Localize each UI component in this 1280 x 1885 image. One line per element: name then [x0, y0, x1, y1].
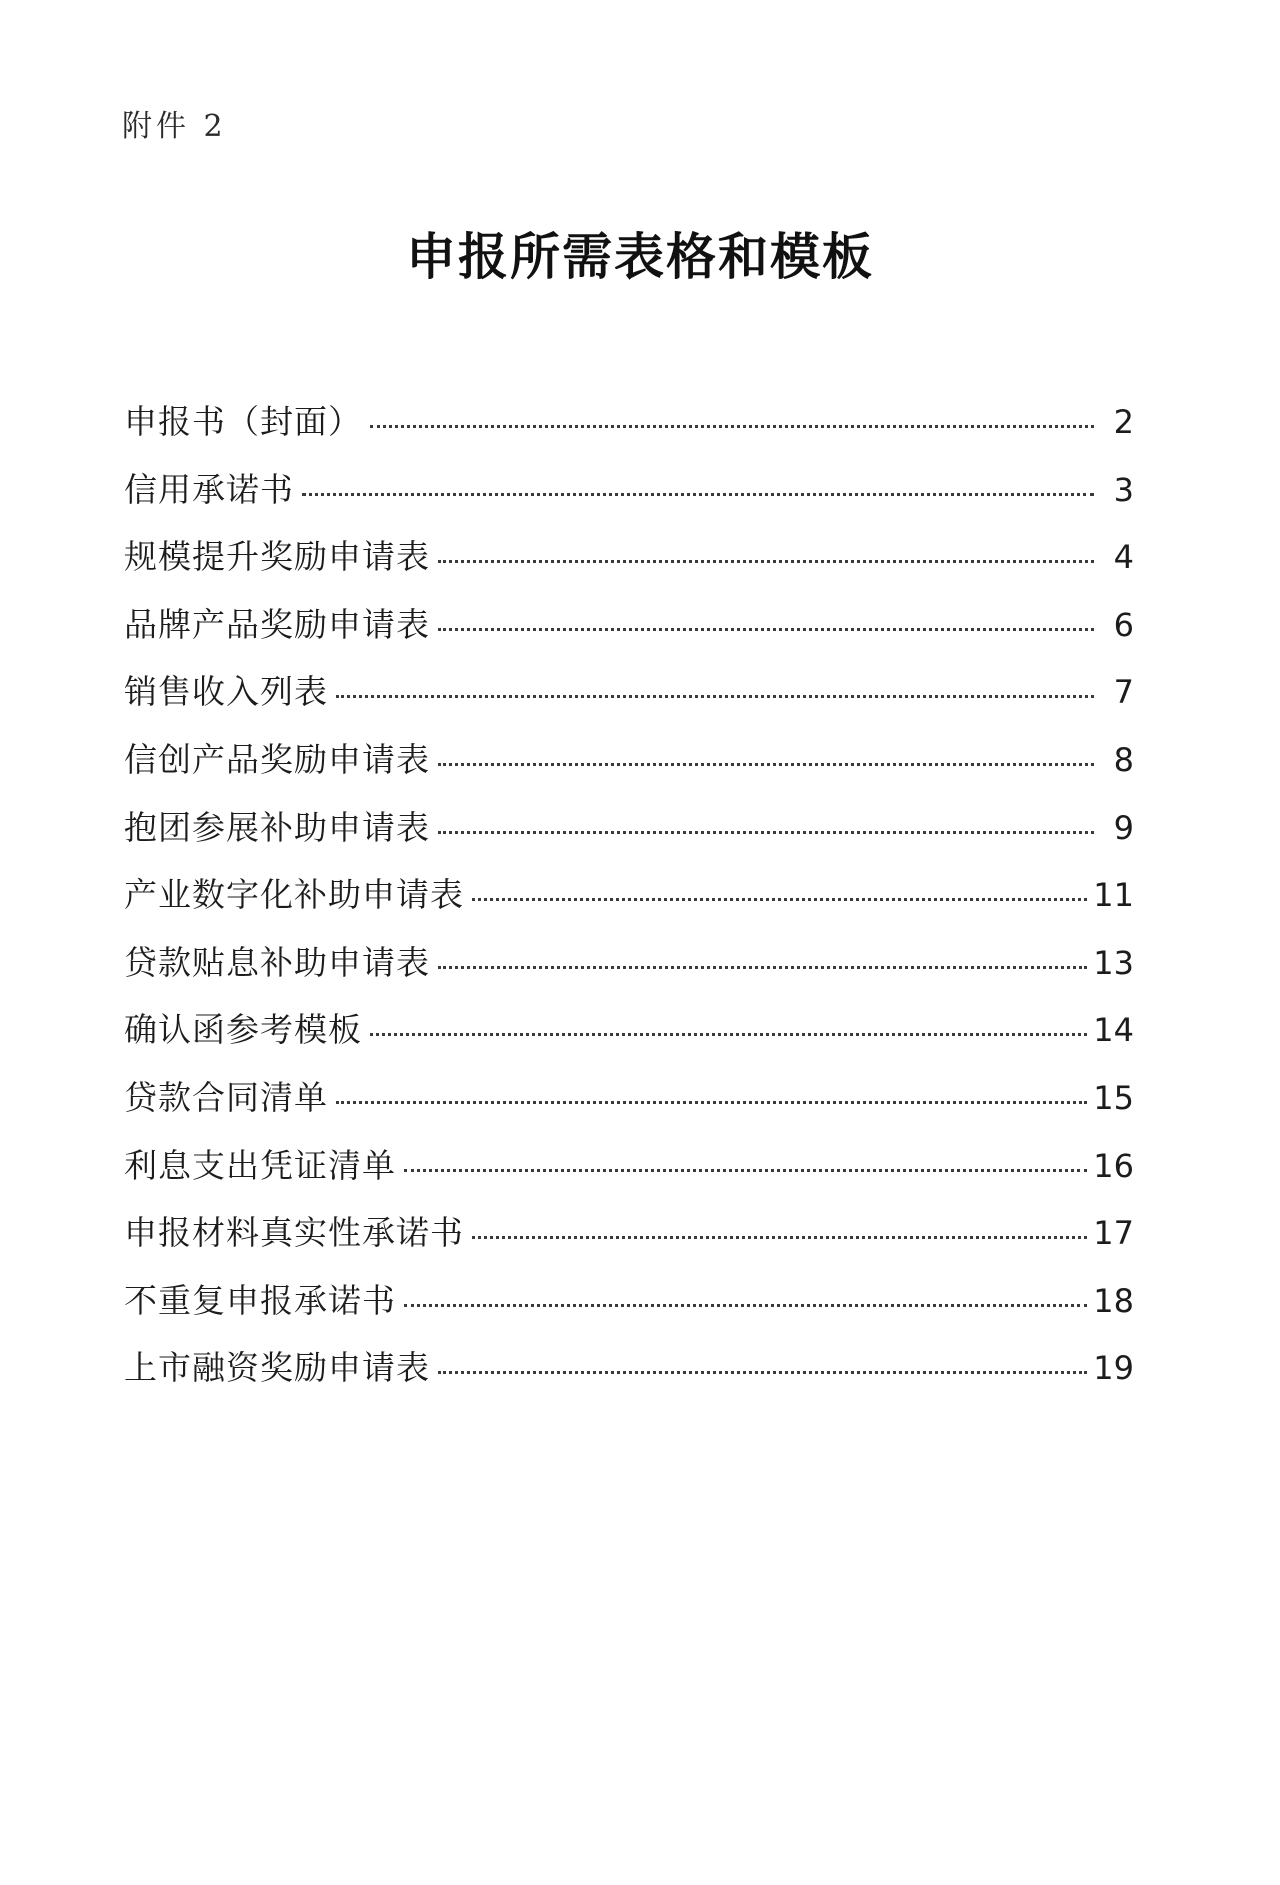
toc-entry[interactable]	[124, 658, 1134, 726]
toc-dot-leader	[438, 763, 1094, 766]
toc-dot-leader	[438, 628, 1094, 631]
toc-dot-leader	[472, 1236, 1087, 1239]
toc-dot-leader	[438, 1371, 1087, 1374]
toc-entry-page: 17	[1093, 1214, 1134, 1253]
toc-dot-leader	[438, 831, 1094, 834]
toc-entry-page: 8	[1113, 740, 1134, 779]
toc-entry-title: 信用承诺书	[124, 469, 294, 509]
toc-entry[interactable]	[124, 1064, 1134, 1132]
toc-entry-page: 3	[1113, 470, 1134, 509]
toc-entry-page: 19	[1093, 1349, 1134, 1388]
toc-entry-title: 品牌产品奖励申请表	[124, 604, 430, 644]
toc-entry-page: 15	[1093, 1078, 1134, 1117]
toc-entry-title: 信创产品奖励申请表	[124, 739, 430, 779]
page-title: 申报所需表格和模板	[406, 227, 874, 286]
toc-entry-page: 13	[1093, 943, 1134, 982]
toc-entry-title: 规模提升奖励申请表	[124, 537, 430, 577]
toc-dot-leader	[370, 1033, 1087, 1036]
toc-dot-leader	[438, 560, 1094, 563]
toc-entry[interactable]	[124, 861, 1134, 929]
toc-entry-title: 销售收入列表	[124, 672, 328, 712]
toc-entry-title: 抱团参展补助申请表	[124, 807, 430, 847]
toc-entry-title: 不重复申报承诺书	[124, 1280, 396, 1320]
toc-entry-page: 7	[1113, 673, 1134, 712]
toc-dot-leader	[404, 1304, 1087, 1307]
toc-dot-leader	[336, 1101, 1087, 1104]
toc-entry-page: 9	[1113, 808, 1134, 847]
toc-entry[interactable]	[124, 929, 1134, 997]
toc-entry-title: 确认函参考模板	[124, 1010, 362, 1050]
toc-entry[interactable]	[124, 523, 1134, 591]
toc-entry-title: 贷款合同清单	[124, 1077, 328, 1117]
toc-entry[interactable]	[124, 1132, 1134, 1200]
toc-entry-title: 贷款贴息补助申请表	[124, 942, 430, 982]
attachment-label: 附件 2	[122, 109, 227, 144]
toc-dot-leader	[370, 425, 1094, 428]
toc-entry-page: 2	[1113, 403, 1134, 441]
toc-entry[interactable]	[124, 1199, 1134, 1267]
toc-entry[interactable]	[124, 996, 1134, 1064]
toc-entry[interactable]	[124, 726, 1134, 794]
toc-entry[interactable]	[124, 794, 1134, 862]
toc-entry-page: 16	[1093, 1146, 1134, 1185]
toc-entry-title: 上市融资奖励申请表	[124, 1348, 430, 1388]
toc-entry-title: 利息支出凭证清单	[124, 1145, 396, 1185]
toc-dot-leader	[336, 695, 1094, 698]
toc-dot-leader	[438, 966, 1087, 969]
toc-entry-title: 申报书（封面）	[124, 402, 362, 441]
toc-entry[interactable]	[124, 456, 1134, 524]
toc-entry[interactable]	[124, 591, 1134, 659]
toc-entry[interactable]	[124, 1267, 1134, 1335]
toc-entry-page: 14	[1093, 1011, 1134, 1050]
table-of-contents	[124, 388, 1134, 1402]
toc-entry-title: 申报材料真实性承诺书	[124, 1213, 464, 1253]
toc-dot-leader	[472, 898, 1087, 901]
toc-entry[interactable]	[124, 388, 1134, 456]
toc-entry-page: 18	[1093, 1281, 1134, 1320]
toc-entry-title: 产业数字化补助申请表	[124, 875, 464, 915]
toc-entry-page: 11	[1093, 876, 1134, 915]
toc-entry-page: 4	[1113, 538, 1134, 577]
toc-entry[interactable]	[124, 1334, 1134, 1402]
toc-dot-leader	[302, 493, 1094, 496]
toc-entry-page: 6	[1113, 605, 1134, 644]
toc-dot-leader	[404, 1169, 1087, 1172]
